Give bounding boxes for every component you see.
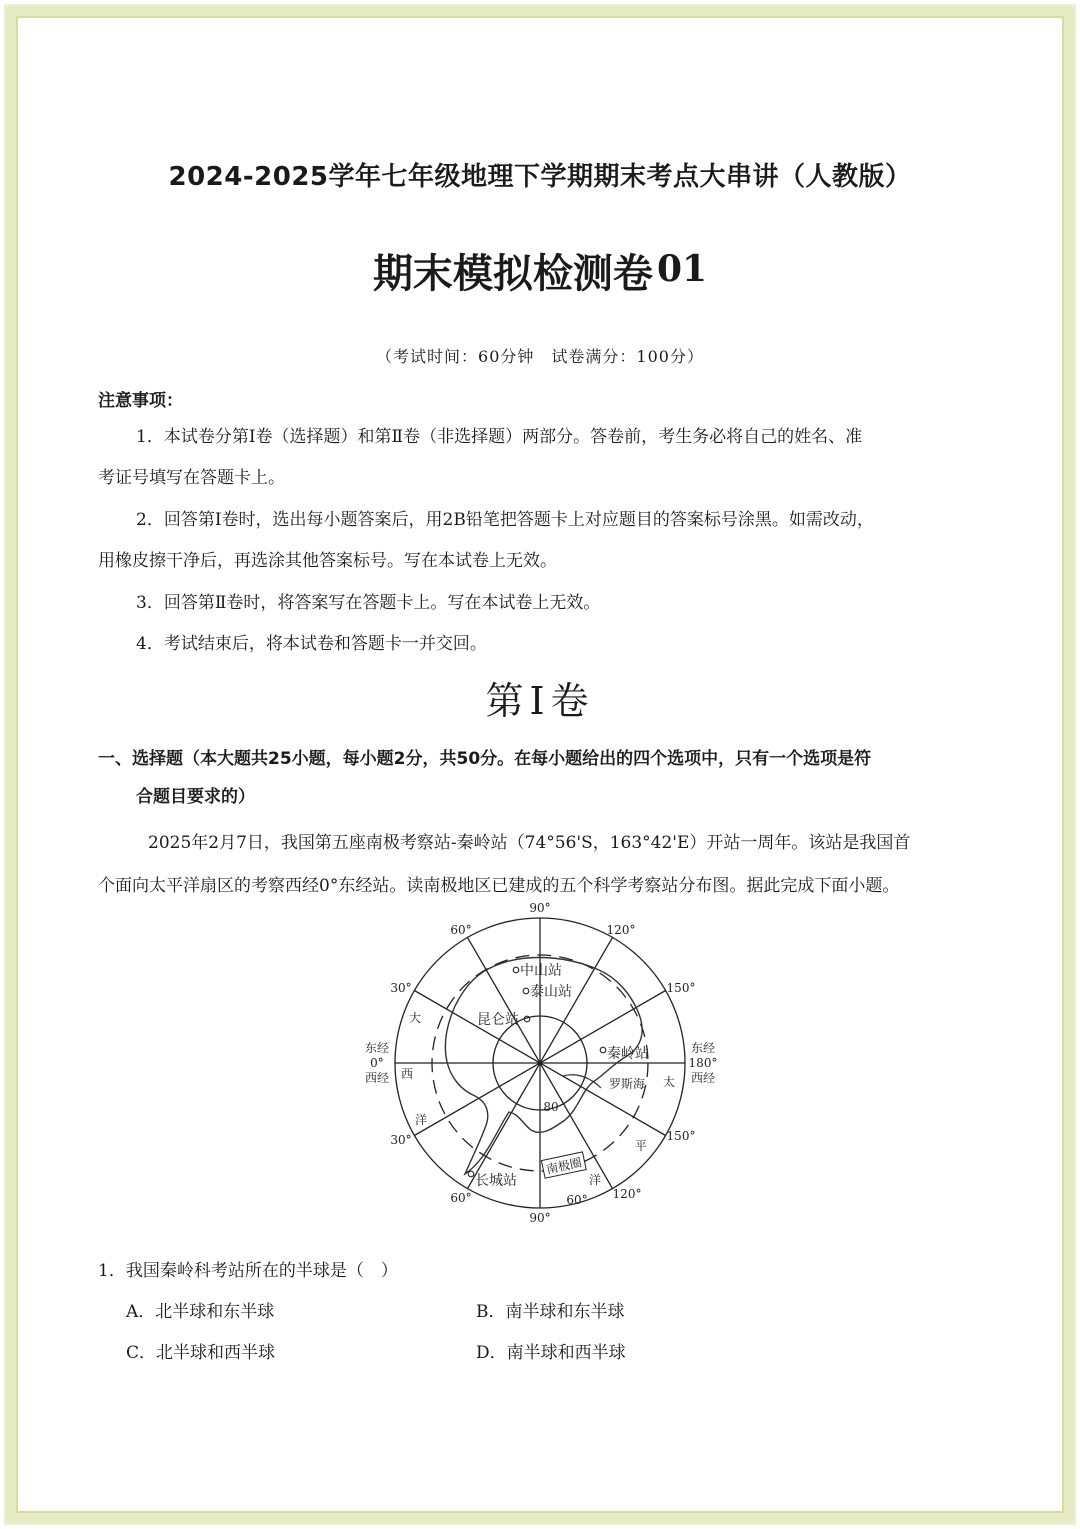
notice-item-3 — [98, 583, 982, 624]
map-label: 0° — [370, 1056, 384, 1070]
station-label-changcheng: 长城站 — [475, 1173, 517, 1189]
volume-title: 第Ⅰ卷 — [485, 679, 595, 723]
antarctic-circle-label: 南极圈 — [544, 1155, 584, 1177]
map-label: 60° — [450, 1191, 472, 1205]
section-heading — [98, 740, 988, 816]
intro-line: 个面向太平洋扇区的考察西经0°东经站。读南极地区已建成的五个科学考察站分布图。据此完成下面小题。 — [98, 876, 900, 896]
map-label: 西经 — [690, 1071, 716, 1085]
station-label-taishan: 泰山站 — [530, 984, 572, 1000]
question-1-stem: 1．我国秦岭科考站所在的半球是（ ） — [98, 1261, 398, 1281]
notice-heading: 注意事项： — [98, 391, 183, 411]
ross-sea-label: 罗斯海 — [608, 1077, 646, 1091]
section-heading-line: 合题目要求的） — [136, 787, 255, 807]
ocean-label: 平 — [634, 1139, 648, 1153]
taishan-station-marker — [523, 988, 529, 994]
station-label-qinling: 秦岭站 — [607, 1046, 649, 1062]
ocean-label: 西 — [400, 1067, 414, 1081]
notice-item-1 — [98, 417, 982, 499]
notice-line: 2．回答第Ⅰ卷时，选出每小题答案后，用2B铅笔把答题卡上对应题目的答案标号涂黑。如需改动， — [136, 510, 874, 530]
map-label: 60° — [566, 1193, 588, 1207]
map-label: 西经 — [364, 1071, 390, 1085]
notice-line: 用橡皮擦干净后，再选涂其他答案标号。写在本试卷上无效。 — [98, 551, 557, 571]
series-title: 2024-2025学年七年级地理下学期期末考点大串讲（人教版） — [168, 162, 912, 192]
ocean-label: 洋 — [414, 1113, 428, 1127]
map-label: 150° — [666, 1129, 696, 1143]
map-label: 120° — [612, 1187, 642, 1201]
zhongshan-station-marker — [513, 967, 519, 973]
intro-line: 2025年2月7日，我国第五座南极考察站-秦岭站（74°56'S，163°42'E）开站一周年。该站是我国首 — [148, 833, 911, 853]
map-label: 120° — [606, 923, 636, 937]
map-label: 90° — [529, 1211, 551, 1225]
notice-line: 1．本试卷分第Ⅰ卷（选择题）和第Ⅱ卷（非选择题）两部分。答卷前，考生务必将自己的姓名、准 — [136, 427, 863, 447]
station-label-zhongshan: 中山站 — [520, 963, 562, 979]
notice-item-2 — [98, 500, 982, 582]
notice-line: 4．考试结束后，将本试卷和答题卡一并交回。 — [136, 634, 487, 654]
changcheng-station-marker — [468, 1171, 474, 1177]
intro-paragraph — [98, 822, 988, 908]
notice-line: 考证号填写在答题卡上。 — [98, 468, 285, 488]
map-label: 150° — [666, 981, 696, 995]
main-title-number: 01 — [656, 248, 708, 290]
qinling-station-marker — [600, 1047, 606, 1053]
option-c[interactable]: C．北半球和西半球 — [126, 1343, 276, 1363]
ocean-label: 太 — [662, 1075, 676, 1089]
map-label: 东经 — [690, 1041, 716, 1055]
ocean-label: 大 — [408, 1011, 422, 1025]
antarctic-map — [355, 898, 725, 1228]
main-title-text: 期末模拟检测卷 — [372, 251, 653, 297]
map-label: 30° — [390, 1133, 412, 1147]
option-d[interactable]: D．南半球和西半球 — [476, 1343, 626, 1363]
map-label: 180° — [688, 1056, 718, 1070]
map-label: 60° — [450, 923, 472, 937]
notice-line: 3．回答第Ⅱ卷时，将答案写在答题卡上。写在本试卷上无效。 — [136, 593, 601, 613]
option-a[interactable]: A．北半球和东半球 — [126, 1302, 275, 1322]
map-label: 90° — [529, 901, 551, 915]
station-label-kunlun: 昆仑站 — [477, 1012, 519, 1028]
map-label: 80 — [543, 1100, 559, 1114]
map-label: 30° — [390, 981, 412, 995]
exam-info: （考试时间：60分钟 试卷满分：100分） — [376, 347, 704, 366]
ross-sea-coast — [563, 1075, 601, 1088]
option-b[interactable]: B．南半球和东半球 — [476, 1302, 625, 1322]
main-title — [0, 242, 1080, 299]
antarctic-map-svg — [355, 898, 725, 1228]
ocean-label: 洋 — [588, 1173, 602, 1187]
map-label: 东经 — [364, 1041, 390, 1055]
notice-item-4 — [98, 624, 982, 665]
section-heading-line: 一、选择题（本大题共25小题，每小题2分，共50分。在每小题给出的四个选项中，只有一个选项是符 — [98, 749, 872, 769]
